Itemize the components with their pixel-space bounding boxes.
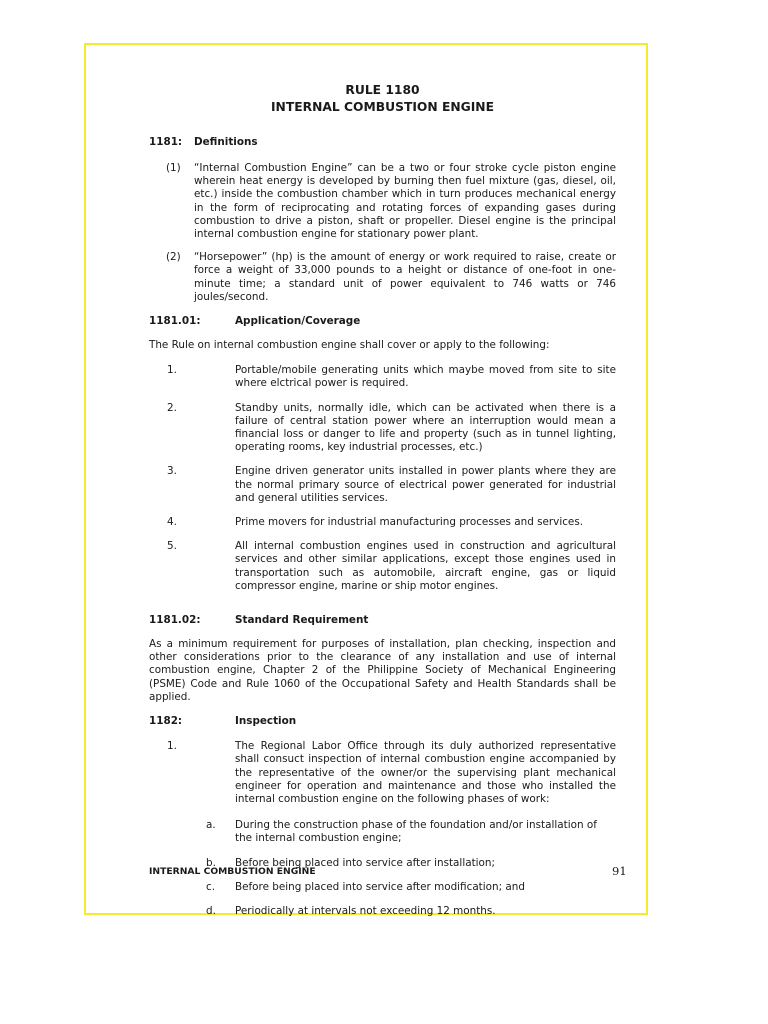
inspection-phase-c: [149, 881, 616, 894]
subitem-text: Before being placed into service after modification; and: [235, 880, 525, 893]
section-title: Standard Requirement: [235, 614, 369, 627]
coverage-item-5: [149, 540, 616, 593]
section-number: 1181.01:: [149, 315, 201, 328]
section-title: Application/Coverage: [235, 315, 361, 328]
item-text: The Regional Labor Office through its duly authorized representative shall consuct inspection of internal combustion engine accompanied by the representative of the owner/or the supervising plant mechanical engineer for operation and maintenance and those who installed the internal combustion engine on the following phases of work:: [235, 740, 616, 805]
item-number: 4.: [167, 516, 177, 529]
item-number: 2.: [167, 401, 177, 414]
subitem-label: b.: [206, 856, 216, 869]
coverage-intro: The Rule on internal combustion engine shall cover or apply to the following:: [149, 339, 550, 352]
section-1181-heading: [149, 136, 616, 150]
coverage-item-4: [149, 516, 616, 529]
item-number: 1.: [167, 740, 177, 753]
subitem-text: During the construction phase of the foundation and/or installation of the internal combustion engine;: [235, 819, 597, 845]
inspection-phase-d: [149, 905, 616, 918]
section-1181-02-heading: [149, 614, 616, 628]
definition-1: [149, 162, 616, 241]
item-number: 1.: [167, 364, 177, 377]
rule-number: RULE 1180: [345, 83, 420, 97]
section-title: Definitions: [194, 136, 258, 148]
definition-label: (2): [166, 251, 181, 264]
section-number: 1182:: [149, 715, 183, 728]
definition-2: [149, 251, 616, 304]
definition-label: (1): [166, 162, 181, 174]
definition-text: “Horsepower” (hp) is the amount of energy or work required to raise, create or force a weight of 33,000 pounds to a height or distance of one-foot in one-minute time; a standard unit of power equivalent to 746 watts or 746 joules/second.: [194, 251, 616, 303]
section-title: Inspection: [235, 715, 297, 728]
coverage-item-3: [149, 465, 616, 505]
inspection-item-1: [149, 740, 616, 806]
rule-heading: [149, 82, 616, 116]
item-text: Prime movers for industrial manufacturing processes and services.: [235, 516, 584, 529]
item-text: Standby units, normally idle, which can be activated when there is a failure of central station power where an interruption would mean a financial loss or danger to life and property (such as in tunnel lighting, operating rooms, key industrial processes, etc.): [235, 401, 616, 454]
item-text: Portable/mobile generating units which maybe moved from site to site where elctrical power is required.: [235, 364, 616, 390]
subitem-label: a.: [206, 819, 216, 832]
definition-text: “Internal Combustion Engine” can be a two or four stroke cycle piston engine wherein heat energy is developed by burning then fuel mixture (gas, diesel, oil, etc.) inside the combustion chamber which in turn produces mechanical energy in the form of reciprocating and rotating forces of expanding gases during combustion to drive a piston, shaft or propeller. Diesel engine is the principal internal combustion engine for stationary power plant.: [194, 162, 616, 241]
section-number: 1181:: [149, 136, 183, 148]
subitem-text: Periodically at intervals not exceeding 12 months.: [235, 904, 496, 917]
subitem-text: Before being placed into service after installation;: [235, 856, 495, 869]
section-1182-heading: [149, 715, 616, 729]
inspection-phase-a: [149, 819, 616, 845]
section-1181-01-heading: [149, 315, 616, 329]
coverage-item-2: [149, 402, 616, 455]
rule-title: INTERNAL COMBUSTION ENGINE: [270, 100, 495, 114]
item-number: 3.: [167, 465, 177, 478]
footer-title: INTERNAL COMBUSTION ENGINE: [149, 866, 316, 877]
document-body: [149, 82, 616, 918]
page-number: 91: [612, 864, 627, 878]
section-number: 1181.02:: [149, 614, 201, 627]
subitem-label: d.: [206, 904, 216, 917]
item-number: 5.: [167, 540, 177, 553]
item-text: Engine driven generator units installed in power plants where they are the normal primary source of electrical power generated for industrial and general utilities services.: [235, 465, 616, 504]
standard-requirement-text: As a minimum requirement for purposes of installation, plan checking, inspection and other considerations prior to the clearance of any installation and use of internal combustion engine, Chapter 2 of the Philippine Society of Mechanical Engineering (PSME) Code and Rule 1060 of the Occupational Safety and Health Standards shall be applied.: [149, 638, 616, 703]
coverage-item-1: [149, 364, 616, 390]
subitem-label: c.: [206, 880, 216, 893]
item-text: All internal combustion engines used in construction and agricultural services and other similar applications, except those engines used in transportation such as automobile, aircraft engine, gas or liquid compressor engine, marine or ship motor engines.: [235, 540, 616, 592]
